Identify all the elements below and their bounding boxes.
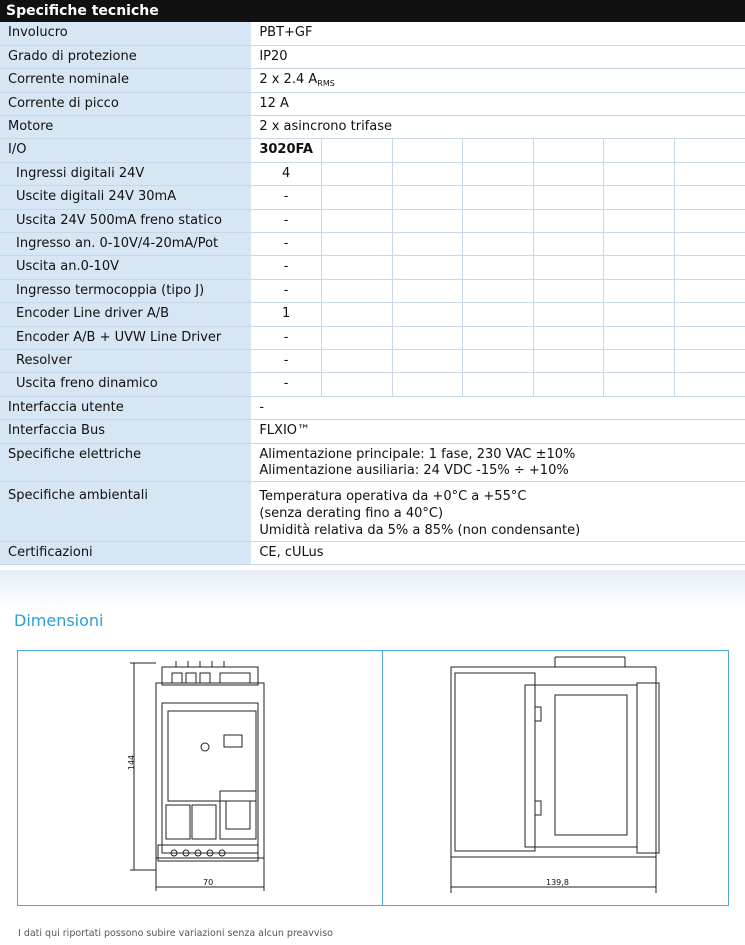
grid-cell	[463, 209, 534, 232]
grid-cell	[533, 256, 604, 279]
io-label: I/O	[0, 139, 251, 162]
grid-cell	[463, 326, 534, 349]
grid-cell	[392, 186, 463, 209]
spec-value-unit: RMS	[317, 79, 335, 89]
grid-cell	[674, 326, 745, 349]
spec-value-main: 2 x 2.4 A	[259, 72, 318, 88]
io-item-value: -	[251, 233, 321, 256]
spec-value: FLXIO™	[251, 420, 745, 443]
grid-cell	[392, 349, 463, 372]
grid-cell	[321, 373, 392, 396]
side-depth-label: 139,8	[546, 878, 569, 887]
grid-cell	[321, 186, 392, 209]
front-height-label: 144	[127, 754, 137, 771]
spec-label: Motore	[0, 116, 251, 139]
grid-cell	[321, 233, 392, 256]
grid-cell	[392, 256, 463, 279]
environment-line-2: (senza derating fino a 40°C)	[259, 505, 444, 521]
section-fade	[0, 570, 745, 610]
grid-cell	[604, 186, 675, 209]
grid-cell	[321, 326, 392, 349]
spec-table	[0, 22, 745, 565]
grid-cell	[463, 186, 534, 209]
io-item-value: -	[251, 373, 321, 396]
spec-value: IP20	[251, 45, 745, 68]
io-item-value: -	[251, 186, 321, 209]
grid-cell	[392, 373, 463, 396]
io-item-label: Uscita freno dinamico	[0, 373, 251, 396]
grid-cell	[463, 162, 534, 185]
grid-cell	[321, 256, 392, 279]
spec-label: Corrente di picco	[0, 92, 251, 115]
grid-cell	[604, 139, 675, 162]
grid-cell	[674, 256, 745, 279]
grid-cell	[392, 209, 463, 232]
environment-value	[251, 481, 745, 541]
grid-cell	[674, 139, 745, 162]
io-item-value: -	[251, 326, 321, 349]
grid-cell	[604, 256, 675, 279]
grid-cell	[533, 349, 604, 372]
grid-cell	[392, 162, 463, 185]
grid-cell	[674, 349, 745, 372]
spec-value	[251, 69, 745, 92]
grid-cell	[533, 233, 604, 256]
io-item-value: -	[251, 279, 321, 302]
grid-cell	[674, 233, 745, 256]
grid-cell	[533, 139, 604, 162]
grid-cell	[533, 209, 604, 232]
grid-cell	[674, 162, 745, 185]
spec-value: -	[251, 396, 745, 419]
spec-value: PBT+GF	[251, 22, 745, 45]
spec-label: Interfaccia Bus	[0, 420, 251, 443]
io-item-value: 1	[251, 303, 321, 326]
grid-cell	[321, 209, 392, 232]
grid-cell	[533, 279, 604, 302]
grid-cell	[674, 209, 745, 232]
grid-cell	[463, 139, 534, 162]
grid-cell	[604, 279, 675, 302]
grid-cell	[392, 233, 463, 256]
certifications-value: CE, cULus	[251, 541, 745, 564]
section-title: Specifiche tecniche	[0, 0, 745, 22]
grid-cell	[321, 279, 392, 302]
electrical-line-2: Alimentazione ausiliaria: 24 VDC -15% ÷ +10%	[259, 462, 569, 478]
io-item-label: Uscite digitali 24V 30mA	[0, 186, 251, 209]
io-item-label: Ingresso an. 0-10V/4-20mA/Pot	[0, 233, 251, 256]
grid-cell	[392, 279, 463, 302]
grid-cell	[533, 186, 604, 209]
grid-cell	[604, 233, 675, 256]
io-item-value: -	[251, 256, 321, 279]
spec-label: Grado di protezione	[0, 45, 251, 68]
grid-cell	[533, 303, 604, 326]
grid-cell	[392, 326, 463, 349]
grid-cell	[604, 349, 675, 372]
electrical-line-1: Alimentazione principale: 1 fase, 230 VAC ±10%	[259, 446, 576, 462]
grid-cell	[674, 186, 745, 209]
grid-cell	[604, 326, 675, 349]
front-width-label: 70	[203, 878, 214, 887]
dimensions-title: Dimensioni	[14, 611, 104, 630]
grid-cell	[321, 162, 392, 185]
grid-cell	[463, 349, 534, 372]
grid-cell	[321, 303, 392, 326]
grid-cell	[533, 162, 604, 185]
io-item-label: Ingresso termocoppia (tipo J)	[0, 279, 251, 302]
electrical-value	[251, 443, 745, 481]
grid-cell	[463, 373, 534, 396]
side-view-drawing	[445, 655, 670, 900]
grid-cell	[674, 303, 745, 326]
spec-label: Corrente nominale	[0, 69, 251, 92]
io-item-label: Uscita 24V 500mA freno statico	[0, 209, 251, 232]
io-model: 3020FA	[251, 139, 321, 162]
grid-cell	[321, 139, 392, 162]
grid-cell	[674, 373, 745, 396]
electrical-label: Specifiche elettriche	[0, 443, 251, 481]
front-view-drawing	[120, 655, 280, 900]
io-item-value: 4	[251, 162, 321, 185]
certifications-label: Certificazioni	[0, 541, 251, 564]
io-item-label: Ingressi digitali 24V	[0, 162, 251, 185]
grid-cell	[463, 279, 534, 302]
grid-cell	[392, 303, 463, 326]
grid-cell	[463, 233, 534, 256]
io-item-label: Encoder A/B + UVW Line Driver	[0, 326, 251, 349]
spec-label: Involucro	[0, 22, 251, 45]
footnote: I dati qui riportati possono subire variazioni senza alcun preavviso	[18, 928, 333, 939]
io-item-label: Uscita an.0-10V	[0, 256, 251, 279]
spec-value: 12 A	[251, 92, 745, 115]
io-item-value: -	[251, 349, 321, 372]
grid-cell	[463, 303, 534, 326]
io-item-label: Resolver	[0, 349, 251, 372]
grid-cell	[604, 373, 675, 396]
grid-cell	[674, 279, 745, 302]
io-item-label: Encoder Line driver A/B	[0, 303, 251, 326]
grid-cell	[604, 209, 675, 232]
grid-cell	[321, 349, 392, 372]
spec-value: 2 x asincrono trifase	[251, 116, 745, 139]
environment-line-3: Umidità relativa da 5% a 85% (non condensante)	[259, 522, 581, 538]
spec-label: Interfaccia utente	[0, 396, 251, 419]
grid-cell	[533, 326, 604, 349]
grid-cell	[604, 162, 675, 185]
grid-cell	[604, 303, 675, 326]
environment-line-1: Temperatura operativa da +0°C a +55°C	[259, 488, 527, 504]
grid-cell	[533, 373, 604, 396]
grid-cell	[392, 139, 463, 162]
environment-label: Specifiche ambientali	[0, 481, 251, 541]
dimensions-divider	[382, 650, 383, 906]
grid-cell	[463, 256, 534, 279]
io-item-value: -	[251, 209, 321, 232]
